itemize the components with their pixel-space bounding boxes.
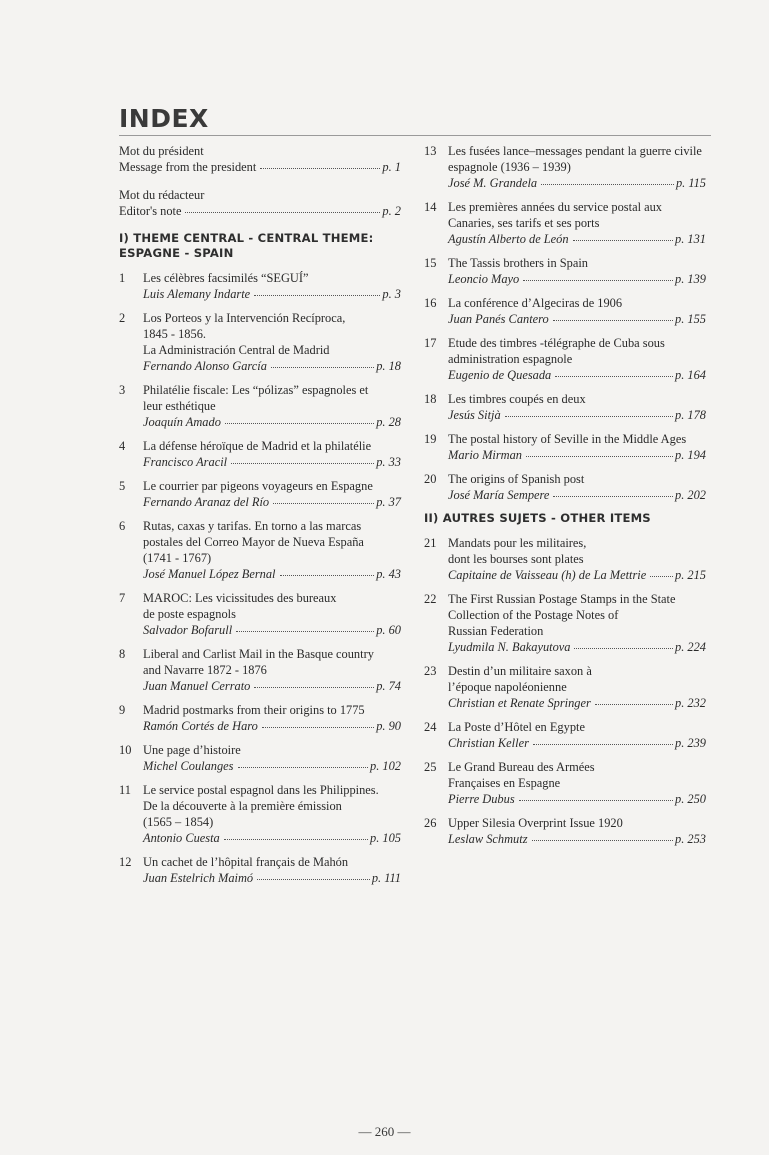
entry-title-line: l’époque napoléonienne (448, 680, 567, 694)
right-column (424, 143, 706, 855)
entry-number: 22 (424, 592, 437, 606)
entry-author-page: p. 250 (675, 792, 706, 806)
entry-author-text: Antonio Cuesta (143, 831, 220, 845)
index-entry (119, 270, 401, 302)
left-entry-list (119, 270, 401, 886)
entry-author-text: Pierre Dubus (448, 792, 515, 806)
intro-item (119, 143, 401, 175)
entry-author-dot-leader (553, 486, 673, 497)
entry-title-line: Rutas, caxas y tarifas. En torno a las marcas (143, 519, 362, 533)
entry-title-line: administration espagnole (448, 352, 573, 366)
entry-author-page: p. 115 (675, 176, 706, 190)
entry-author (143, 414, 401, 430)
entry-author (143, 830, 401, 846)
entry-body (448, 143, 706, 191)
entry-number: 2 (119, 311, 126, 325)
entry-author-dot-leader (280, 565, 375, 576)
index-entry (119, 782, 401, 846)
entry-body (448, 199, 706, 247)
entry-author-dot-leader (238, 757, 369, 768)
entry-author-text: Ramón Cortés de Haro (143, 719, 258, 733)
entry-title-line: La Administración Central de Madrid (143, 343, 330, 357)
entry-number: 8 (119, 647, 126, 661)
entry-number: 15 (424, 256, 437, 270)
index-entry (424, 143, 706, 191)
entry-title-line: Le courrier par pigeons voyageurs en Espagne (143, 479, 373, 493)
entry-author-text: Jesús Sitjà (448, 408, 501, 422)
entry-author-text: Mario Mirman (448, 448, 522, 462)
entry-title-line: Françaises en Espagne (448, 776, 561, 790)
entry-title-line: Los Porteos y la Intervención Recíproca, (143, 311, 346, 325)
entry-author-dot-leader (225, 413, 374, 424)
intro-leader-page: p. 1 (382, 160, 401, 174)
entry-author-text: Juan Manuel Cerrato (143, 679, 251, 693)
entry-title-line: dont les bourses sont plates (448, 552, 584, 566)
entry-title-line: Le Grand Bureau des Armées (448, 760, 595, 774)
entry-author (143, 494, 401, 510)
entry-body (448, 255, 706, 287)
entry-author (143, 454, 401, 470)
entry-number: 12 (119, 855, 132, 869)
index-entry (119, 742, 401, 774)
entry-author-text: José Manuel López Bernal (143, 567, 276, 581)
entry-author-dot-leader (231, 453, 374, 464)
entry-author-text: José María Sempere (448, 488, 550, 502)
left-column (119, 143, 401, 894)
entry-author-dot-leader (271, 357, 374, 368)
intro-item (119, 187, 401, 219)
intro-block (119, 143, 401, 219)
entry-author-page: p. 3 (382, 287, 401, 301)
entry-author-page: p. 215 (675, 568, 706, 582)
entry-author-page: p. 164 (675, 368, 706, 382)
entry-author-text: Capitaine de Vaisseau (h) de La Mettrie (448, 568, 647, 582)
entry-author (448, 447, 706, 463)
entry-title-line: de poste espagnols (143, 607, 236, 621)
entry-number: 6 (119, 519, 126, 533)
entry-body (143, 518, 401, 582)
entry-author (143, 678, 401, 694)
entry-title-line: Une page d’histoire (143, 743, 241, 757)
entry-title-line: The Tassis brothers in Spain (448, 256, 589, 270)
entry-title-line: Upper Silesia Overprint Issue 1920 (448, 816, 623, 830)
entry-author (448, 271, 706, 287)
entry-author (448, 487, 706, 503)
entry-number: 10 (119, 743, 132, 757)
entry-body (448, 335, 706, 383)
right-entry-list (424, 143, 706, 503)
entry-number: 5 (119, 479, 126, 493)
entry-author-dot-leader (262, 717, 374, 728)
entry-author (448, 231, 706, 247)
index-entry (119, 438, 401, 470)
entry-author-dot-leader (595, 694, 673, 705)
intro-leader (119, 203, 401, 219)
entry-author (448, 567, 706, 583)
entry-title-line: Le service postal espagnol dans les Philippines. (143, 783, 379, 797)
entry-author-page: p. 232 (675, 696, 706, 710)
entry-number: 7 (119, 591, 126, 605)
entry-author (448, 407, 706, 423)
entry-number: 17 (424, 336, 437, 350)
index-entry (119, 382, 401, 430)
entry-body (143, 702, 401, 734)
index-entry (119, 646, 401, 694)
intro-line: Mot du président (119, 144, 204, 158)
entry-title-line: Liberal and Carlist Mail in the Basque country (143, 647, 374, 661)
entry-author-dot-leader (519, 790, 673, 801)
entry-title-line: postales del Correo Mayor de Nueva España (143, 535, 364, 549)
entry-author-page: p. 37 (376, 495, 401, 509)
entry-author-page: p. 33 (376, 455, 401, 469)
title-rule (119, 135, 711, 136)
entry-author-page: p. 18 (376, 359, 401, 373)
entry-author-dot-leader (650, 566, 673, 577)
entry-author-page: p. 60 (376, 623, 401, 637)
entry-author-text: Fernando Aranaz del Río (143, 495, 270, 509)
entry-title-line: The postal history of Seville in the Middle Ages (448, 432, 687, 446)
entry-body (448, 815, 706, 847)
index-entry (119, 310, 401, 374)
entry-body (448, 759, 706, 807)
index-entry (424, 591, 706, 655)
entry-number: 26 (424, 816, 437, 830)
entry-number: 14 (424, 200, 437, 214)
entry-body (143, 438, 401, 470)
page-number: — 260 — (358, 1124, 411, 1139)
entry-author-dot-leader (236, 621, 374, 632)
entry-author-dot-leader (273, 493, 374, 504)
index-entry (424, 535, 706, 583)
entry-number: 24 (424, 720, 437, 734)
right-entry-list-2 (424, 535, 706, 847)
entry-author-dot-leader (257, 869, 370, 880)
entry-author-dot-leader (555, 366, 673, 377)
entry-number: 23 (424, 664, 437, 678)
entry-body (143, 270, 401, 302)
entry-author-dot-leader (541, 174, 674, 185)
entry-author-dot-leader (573, 230, 673, 241)
entry-author (143, 622, 401, 638)
entry-author-dot-leader (553, 310, 673, 321)
entry-title-line: The First Russian Postage Stamps in the State (448, 592, 676, 606)
index-entry (424, 759, 706, 807)
entry-body (448, 471, 706, 503)
entry-author (143, 358, 401, 374)
entry-author (448, 175, 706, 191)
entry-title-line: La Poste d’Hôtel en Egypte (448, 720, 585, 734)
entry-author-page: p. 43 (376, 567, 401, 581)
entry-author-text: Salvador Bofarull (143, 623, 233, 637)
entry-author-page: p. 178 (675, 408, 706, 422)
entry-author-text: Eugenio de Quesada (448, 368, 552, 382)
index-entry (424, 815, 706, 847)
entry-title-line: Les fusées lance–messages pendant la guerre civile (448, 144, 702, 158)
entry-author-page: p. 202 (675, 488, 706, 502)
entry-author-page: p. 194 (675, 448, 706, 462)
entry-author-dot-leader (505, 406, 673, 417)
index-entry (424, 719, 706, 751)
index-entry (424, 335, 706, 383)
entry-body (143, 590, 401, 638)
entry-author-text: Leslaw Schmutz (448, 832, 528, 846)
entry-author (143, 870, 401, 886)
entry-title-line: (1741 - 1767) (143, 551, 212, 565)
entry-title-line: Mandats pour les militaires, (448, 536, 587, 550)
entry-author-text: Lyudmila N. Bakayutova (448, 640, 571, 654)
entry-body (448, 535, 706, 583)
entry-number: 1 (119, 271, 126, 285)
entry-author-dot-leader (224, 829, 368, 840)
entry-title-line: La conférence d’Algeciras de 1906 (448, 296, 623, 310)
entry-author-text: Christian et Renate Springer (448, 696, 591, 710)
entry-author-page: p. 111 (371, 871, 401, 885)
entry-author-page: p. 90 (376, 719, 401, 733)
entry-title-line: La défense héroïque de Madrid et la philatélie (143, 439, 372, 453)
entry-author-dot-leader (254, 285, 380, 296)
index-entry (424, 663, 706, 711)
entry-author-page: p. 131 (675, 232, 706, 246)
entry-author-text: Joaquín Amado (143, 415, 221, 429)
entry-title-line: Canaries, ses tarifs et ses ports (448, 216, 600, 230)
entry-body (143, 742, 401, 774)
index-entry (424, 255, 706, 287)
entry-author-page: p. 102 (370, 759, 401, 773)
entry-author-page: p. 74 (376, 679, 401, 693)
index-entry (119, 478, 401, 510)
entry-number: 3 (119, 383, 126, 397)
entry-number: 21 (424, 536, 437, 550)
entry-body (448, 719, 706, 751)
entry-title-line: Madrid postmarks from their origins to 1775 (143, 703, 365, 717)
entry-author-text: Juan Panés Cantero (448, 312, 549, 326)
index-entry (424, 199, 706, 247)
index-entry (424, 471, 706, 503)
entry-body (143, 478, 401, 510)
index-entry (119, 854, 401, 886)
entry-body (143, 646, 401, 694)
entry-author (448, 639, 706, 655)
entry-body (143, 854, 401, 886)
entry-author-text: Leoncio Mayo (448, 272, 520, 286)
entry-title-line: Les célèbres facsimilés “SEGUÍ” (143, 271, 309, 285)
entry-author (448, 695, 706, 711)
section-heading-central-theme: I) THEME CENTRAL - CENTRAL THEME: ESPAGNE - SPAIN (119, 231, 374, 260)
entry-title-line: De la découverte à la première émission (143, 799, 342, 813)
entry-number: 18 (424, 392, 437, 406)
entry-body (448, 391, 706, 423)
entry-body (143, 310, 401, 374)
entry-author (448, 735, 706, 751)
entry-title-line: Destin d’un militaire saxon à (448, 664, 592, 678)
entry-author-text: Francisco Aracil (143, 455, 228, 469)
entry-author-text: José M. Grandela (448, 176, 538, 190)
entry-author-dot-leader (574, 638, 673, 649)
entry-body (143, 782, 401, 846)
entry-author (143, 566, 401, 582)
entry-author-page: p. 155 (675, 312, 706, 326)
entry-title-line: Les timbres coupés en deux (448, 392, 586, 406)
entry-author-text: Juan Estelrich Maimó (143, 871, 254, 885)
index-entry (424, 391, 706, 423)
entry-author-page: p. 239 (675, 736, 706, 750)
index-entry (119, 702, 401, 734)
entry-title-line: and Navarre 1872 - 1876 (143, 663, 267, 677)
intro-leader-dot-leader (260, 158, 380, 169)
entry-author-page: p. 28 (376, 415, 401, 429)
entry-number: 11 (119, 783, 131, 797)
page-title: INDEX (119, 104, 209, 133)
entry-number: 25 (424, 760, 437, 774)
entry-author (448, 831, 706, 847)
entry-title-line: Russian Federation (448, 624, 544, 638)
entry-author (143, 758, 401, 774)
entry-author-dot-leader (532, 830, 674, 841)
entry-number: 20 (424, 472, 437, 486)
intro-leader-dot-leader (185, 202, 380, 213)
entry-author-text: Fernando Alonso García (143, 359, 267, 373)
intro-leader-text: Message from the president (119, 160, 257, 174)
entry-author (143, 718, 401, 734)
entry-author (448, 791, 706, 807)
entry-title-line: Un cachet de l’hôpital français de Mahón (143, 855, 349, 869)
index-entry (119, 590, 401, 638)
entry-number: 9 (119, 703, 126, 717)
entry-title-line: The origins of Spanish post (448, 472, 585, 486)
section-heading-other-items: II) AUTRES SUJETS - OTHER ITEMS (424, 511, 651, 525)
entry-body (448, 591, 706, 655)
entry-author-page: p. 224 (675, 640, 706, 654)
entry-author-text: Michel Coulanges (143, 759, 234, 773)
entry-title-line: Etude des timbres -télégraphe de Cuba sous (448, 336, 665, 350)
entry-title-line: leur esthétique (143, 399, 216, 413)
entry-author-text: Luis Alemany Indarte (143, 287, 251, 301)
entry-author-text: Christian Keller (448, 736, 529, 750)
entry-title-line: Les premières années du service postal aux (448, 200, 662, 214)
entry-author-dot-leader (533, 734, 673, 745)
entry-author-dot-leader (254, 677, 374, 688)
entry-number: 13 (424, 144, 437, 158)
entry-title-line: Philatélie fiscale: Les “pólizas” espagnoles et (143, 383, 369, 397)
entry-title-line: (1565 – 1854) (143, 815, 214, 829)
intro-leader-page: p. 2 (382, 204, 401, 218)
entry-number: 16 (424, 296, 437, 310)
entry-number: 4 (119, 439, 126, 453)
entry-body (448, 431, 706, 463)
entry-body (448, 663, 706, 711)
intro-leader (119, 159, 401, 175)
entry-title-line: MAROC: Les vicissitudes des bureaux (143, 591, 337, 605)
index-entry (424, 431, 706, 463)
entry-title-line: espagnole (1936 – 1939) (448, 160, 571, 174)
index-entry (424, 295, 706, 327)
entry-author-dot-leader (523, 270, 673, 281)
entry-author (143, 286, 401, 302)
entry-author-dot-leader (526, 446, 673, 457)
entry-body (143, 382, 401, 430)
intro-leader-text: Editor's note (119, 204, 182, 218)
entry-title-line: Collection of the Postage Notes of (448, 608, 619, 622)
index-entry (119, 518, 401, 582)
entry-number: 19 (424, 432, 437, 446)
entry-author (448, 311, 706, 327)
intro-line: Mot du rédacteur (119, 188, 205, 202)
entry-author-page: p. 105 (370, 831, 401, 845)
entry-author-text: Agustín Alberto de León (448, 232, 569, 246)
entry-title-line: 1845 - 1856. (143, 327, 206, 341)
entry-body (448, 295, 706, 327)
entry-author-page: p. 253 (675, 832, 706, 846)
entry-author-page: p. 139 (675, 272, 706, 286)
entry-author (448, 367, 706, 383)
